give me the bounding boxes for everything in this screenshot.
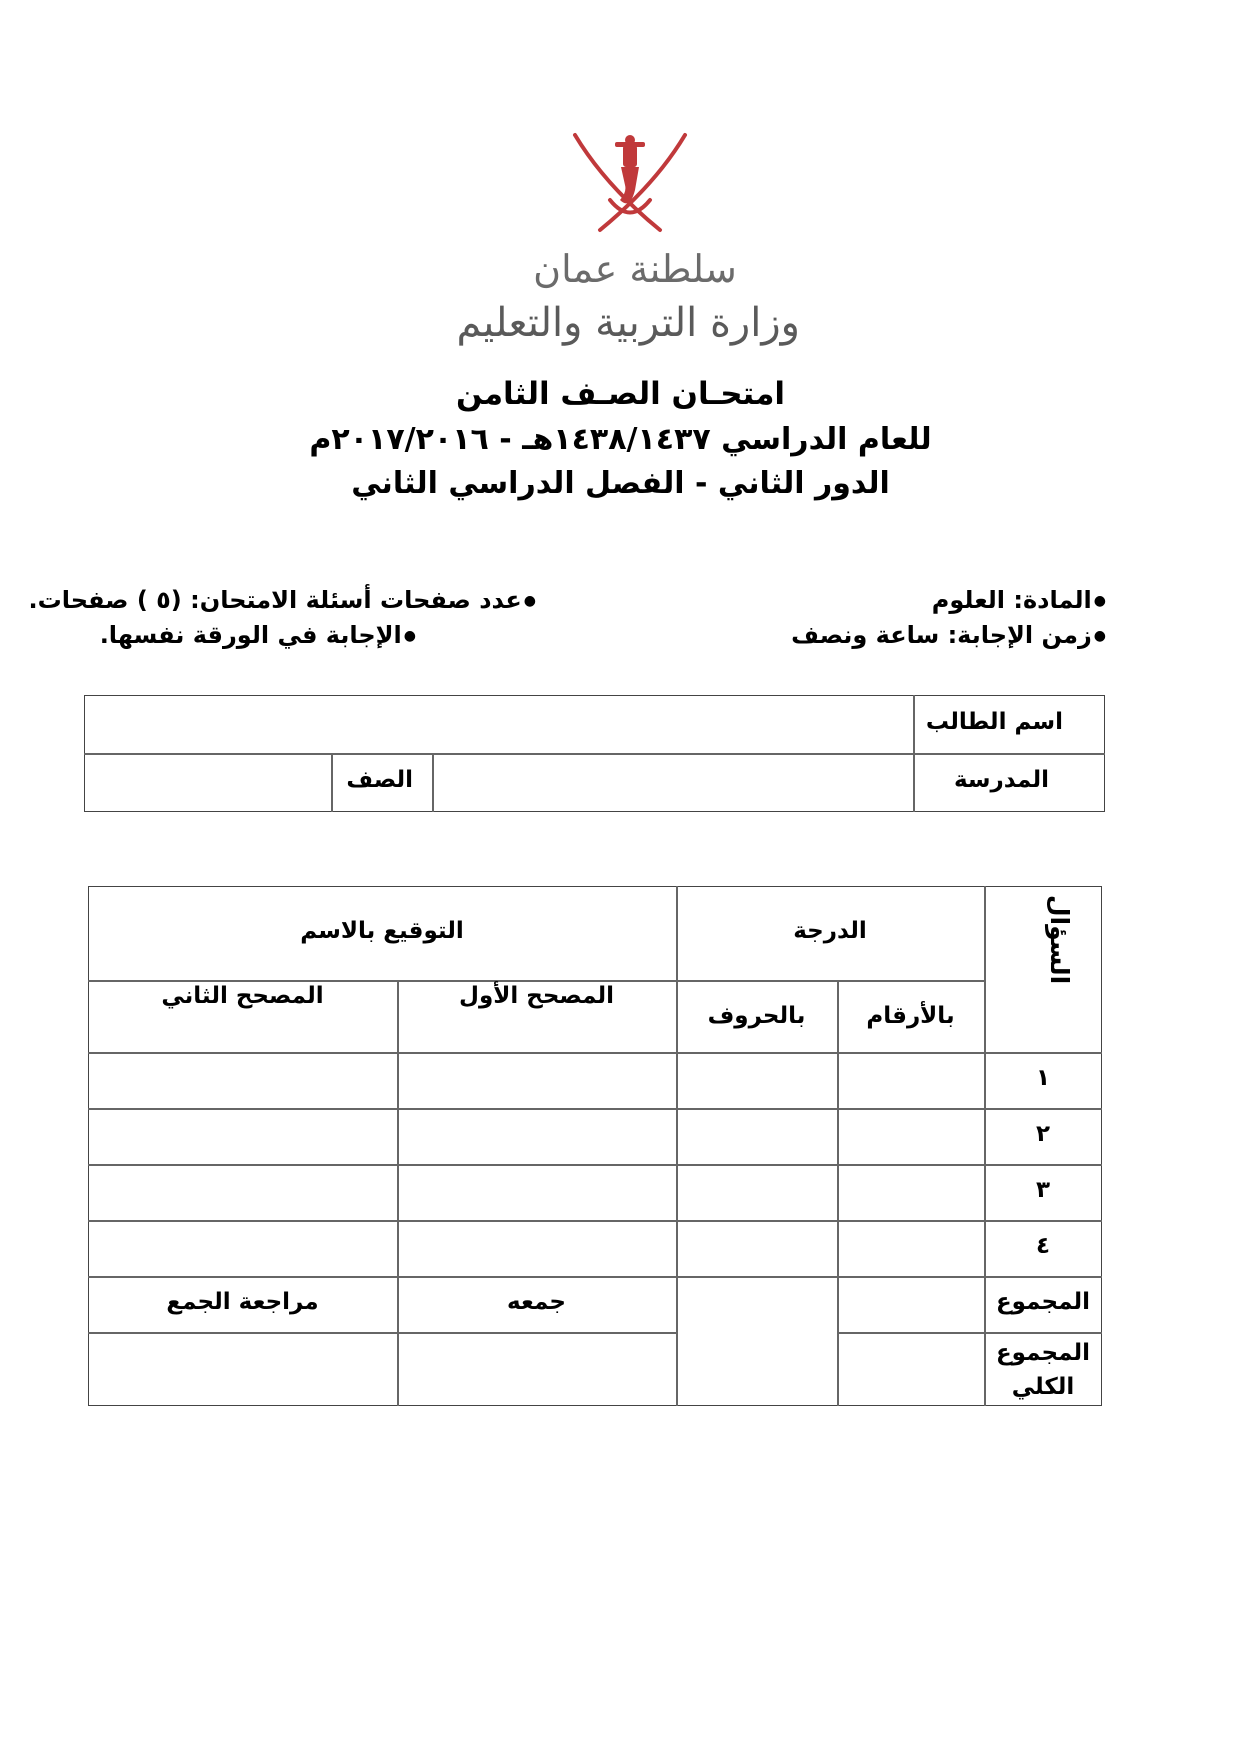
in-letters-header: بالحروف <box>707 1003 806 1029</box>
table-divider <box>837 1332 1102 1334</box>
first-corrector-header: المصحح الأول <box>458 983 615 1009</box>
grade-input-cell[interactable] <box>839 1222 983 1275</box>
grade-input-cell[interactable] <box>839 1166 983 1219</box>
class-label: الصف <box>346 767 413 793</box>
grade-input-cell[interactable] <box>839 1110 983 1163</box>
row-number: ٣ <box>1035 1177 1051 1203</box>
bullet-icon: ● <box>1093 593 1106 609</box>
subject-text: المادة: العلوم <box>931 586 1092 614</box>
exam-title: امتحـان الصـف الثامن <box>455 376 786 412</box>
school-field[interactable] <box>434 755 912 811</box>
student-name-field[interactable] <box>86 697 912 752</box>
school-label: المدرسة <box>953 767 1049 793</box>
table-divider <box>397 980 399 1406</box>
pages-info <box>28 586 536 614</box>
row-number: ٢ <box>1035 1121 1051 1147</box>
logo-line-sultanate: سلطنة عمان <box>533 247 737 291</box>
subject-info <box>932 586 1106 614</box>
grand-total-line2: الكلي <box>1011 1374 1075 1400</box>
logo-line-ministry: وزارة التربية والتعليم <box>456 300 800 346</box>
row-number: ١ <box>1035 1065 1051 1091</box>
bullet-icon: ● <box>523 593 536 609</box>
pages-text: عدد صفحات أسئلة الامتحان: (٥ ) صفحات. <box>28 586 522 614</box>
grade-input-cell[interactable] <box>678 1166 836 1219</box>
grade-input-cell[interactable] <box>678 1110 836 1163</box>
total-label: المجموع <box>995 1289 1091 1315</box>
row-number: ٤ <box>1035 1233 1051 1259</box>
bullet-icon: ● <box>403 628 416 644</box>
grade-input-cell[interactable] <box>678 1054 836 1107</box>
answer-note-text: الإجابة في الورقة نفسها. <box>99 621 402 649</box>
time-text: زمن الإجابة: ساعة ونصف <box>791 621 1092 649</box>
grade-header: الدرجة <box>793 918 867 944</box>
table-divider <box>88 1276 1102 1278</box>
student-name-label: اسم الطالب <box>925 709 1063 735</box>
grade-input-cell[interactable] <box>839 1054 983 1107</box>
table-divider <box>913 695 915 812</box>
table-divider <box>88 1332 677 1334</box>
table-divider <box>331 753 333 812</box>
summed-label: جمعه <box>507 1289 566 1315</box>
grand-total-label <box>984 1336 1102 1404</box>
class-field[interactable] <box>86 755 330 811</box>
grand-total-line1: المجموع <box>995 1340 1091 1366</box>
academic-year: للعام الدراسي ١٤٣٨/١٤٣٧هـ - ٢٠١٧/٢٠١٦م <box>309 422 932 457</box>
second-corrector-header: المصحح الثاني <box>161 983 324 1009</box>
sum-review-label: مراجعة الجمع <box>166 1289 319 1315</box>
exam-session: الدور الثاني - الفصل الدراسي الثاني <box>351 466 890 501</box>
question-column-header: السؤال <box>1045 894 1075 985</box>
table-divider <box>88 980 984 982</box>
signature-header: التوقيع بالاسم <box>300 918 464 944</box>
bullet-icon: ● <box>1093 628 1106 644</box>
oman-khanjar-emblem-icon <box>565 130 695 235</box>
time-info <box>791 621 1106 649</box>
in-numbers-header: بالأرقام <box>866 1003 955 1029</box>
grade-input-cell[interactable] <box>678 1222 836 1275</box>
ministry-calligraphy-logo <box>456 235 800 375</box>
answer-note-info <box>100 621 416 649</box>
